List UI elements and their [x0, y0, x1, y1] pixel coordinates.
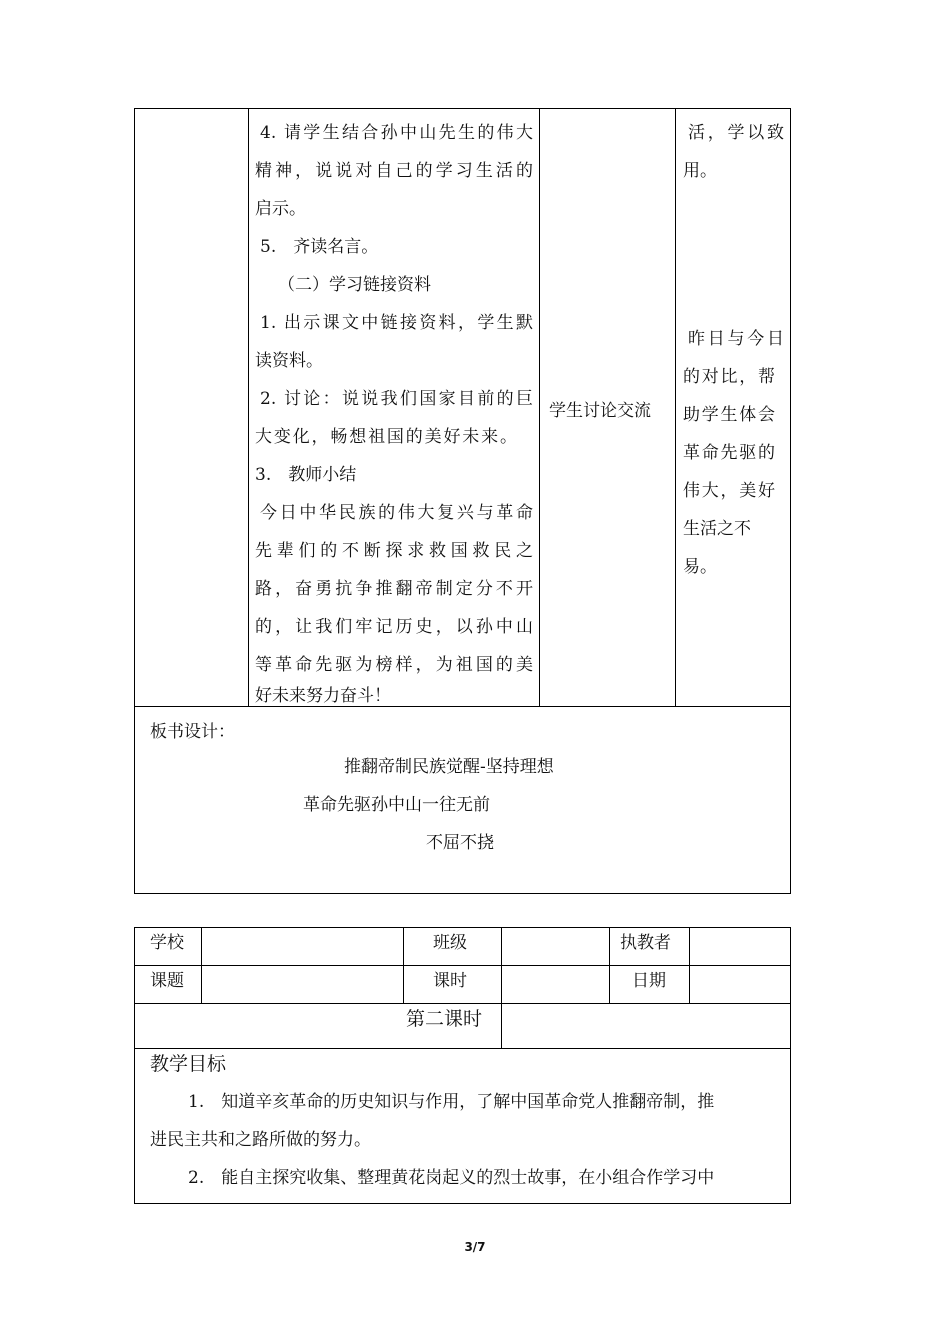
intent-line: 昨日与今日	[688, 329, 784, 349]
intent-line: 助学生体会	[683, 405, 775, 425]
intent-line: 用。	[683, 161, 717, 181]
student-activity: 学生讨论交流	[549, 401, 651, 421]
process-line: 好未来努力奋斗！	[255, 686, 391, 706]
process-line: 先辈们的不断探求救国救民之	[255, 541, 533, 561]
process-line: 今日中华民族的伟大复兴与革命	[260, 503, 533, 523]
date-label: 日期	[632, 971, 666, 991]
board-design-line: 不屈不挠	[426, 833, 494, 853]
school-label: 学校	[150, 933, 184, 953]
process-line: 等革命先驱为榜样，为祖国的美	[255, 655, 533, 675]
class-label: 班级	[433, 933, 467, 953]
goal-line: 2. 能自主探究收集、整理黄花岗起义的烈士故事，在小组合作学习中	[188, 1168, 715, 1188]
intent-line: 的对比，帮	[683, 367, 775, 387]
goal-line: 进民主共和之路所做的努力。	[150, 1130, 371, 1150]
process-line: 读资料。	[255, 351, 323, 371]
process-line: 5. 齐读名言。	[260, 237, 379, 257]
process-line: 4. 请学生结合孙中山先生的伟大	[260, 123, 533, 143]
process-line: 路，奋勇抗争推翻帝制定分不开	[255, 579, 533, 599]
process-line: 3. 教师小结	[255, 465, 357, 485]
board-design-line: 革命先驱孙中山一往无前	[303, 795, 490, 815]
process-line: 大变化，畅想祖国的美好未来。	[255, 427, 517, 447]
intent-line: 革命先驱的	[683, 443, 775, 463]
teacher-label: 执教者	[620, 933, 671, 953]
goals-title: 教学目标	[150, 1053, 227, 1075]
intent-line: 活，学以致	[688, 123, 784, 143]
page-number: 3/7	[464, 1240, 486, 1254]
topic-label: 课题	[150, 971, 184, 991]
process-line: 的，让我们牢记历史，以孙中山	[255, 617, 533, 637]
process-line: 启示。	[255, 199, 306, 219]
intent-line: 伟大，美好	[683, 481, 775, 501]
board-design-label: 板书设计：	[150, 722, 235, 742]
intent-line: 易。	[683, 557, 717, 577]
process-line: 精神，说说对自己的学习生活的	[255, 161, 533, 181]
goal-line: 1. 知道辛亥革命的历史知识与作用，了解中国革命党人推翻帝制，推	[188, 1092, 715, 1112]
process-line: （二）学习链接资料	[278, 275, 431, 295]
process-line: 2. 讨论：说说我们国家目前的巨	[260, 389, 533, 409]
process-line: 1. 出示课文中链接资料，学生默	[260, 313, 533, 333]
session-title: 第二课时	[406, 1008, 483, 1030]
period-label: 课时	[433, 971, 467, 991]
intent-line: 生活之不	[683, 519, 751, 539]
board-design-line: 推翻帝制民族觉醒-坚持理想	[344, 757, 554, 777]
